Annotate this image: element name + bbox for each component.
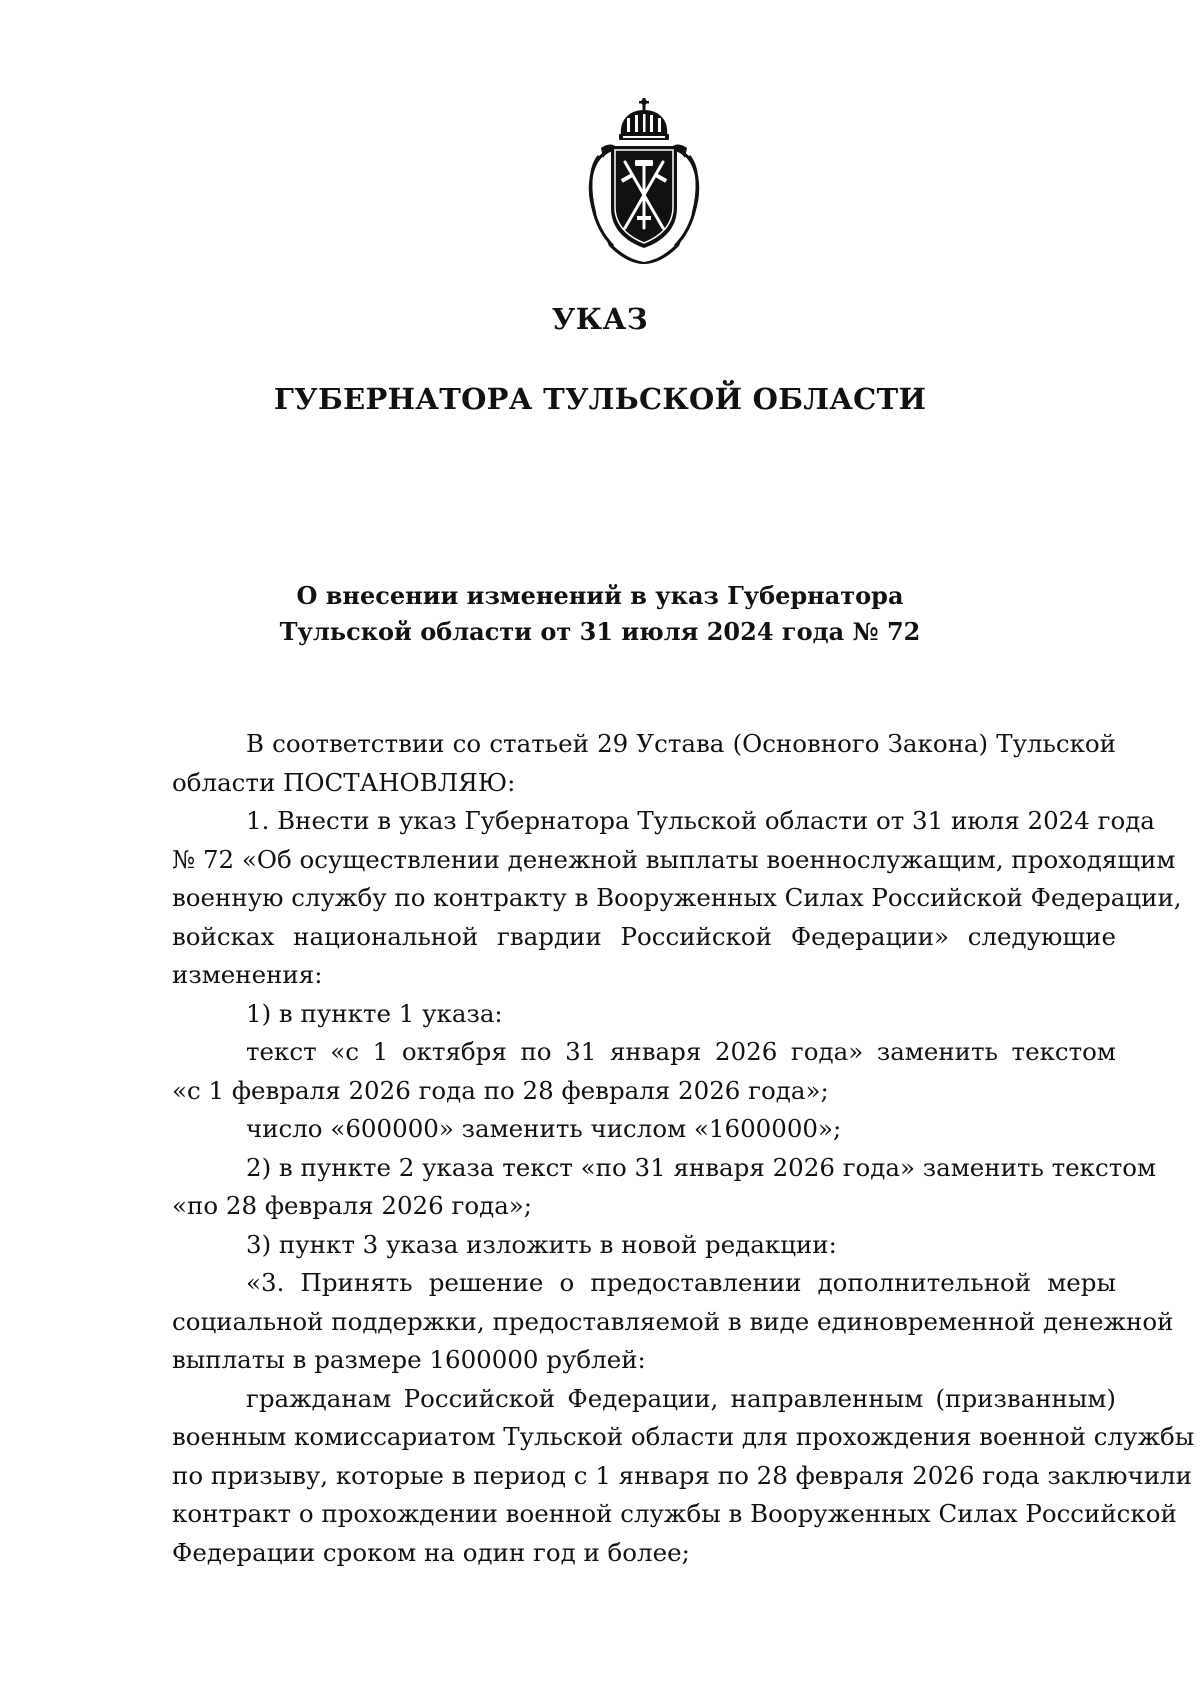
document-subject xyxy=(0,578,1200,650)
body-line: военную службу по контракту в Вооруженных Силах Российской Федерации, xyxy=(172,883,1182,912)
body-line: социальной поддержки, предоставляемой в виде единовременной денежной xyxy=(172,1306,1174,1336)
body-line: изменения: xyxy=(172,960,323,989)
body-line: войсках национальной гвардии Российской Федерации» следующие xyxy=(172,921,1116,951)
body-line: гражданам Российской Федерации, направленным (призванным) xyxy=(246,1383,1116,1413)
tula-coat-of-arms-icon xyxy=(583,96,705,266)
body-line: 2) в пункте 2 указа текст «по 31 января 2026 года» заменить текстом xyxy=(246,1152,1157,1182)
body-line: 1) в пункте 1 указа: xyxy=(246,998,503,1028)
body-line: «с 1 февраля 2026 года по 28 февраля 2026 года»; xyxy=(172,1075,829,1105)
body-line: № 72 «Об осуществлении денежной выплаты военнослужащим, проходящим xyxy=(172,844,1176,874)
body-line: выплаты в размере 1600000 рублей: xyxy=(172,1345,646,1374)
body-line: Федерации сроком на один год и более; xyxy=(172,1537,690,1567)
body-line: 1. Внести в указ Губернатора Тульской области от 31 июля 2024 года xyxy=(246,806,1155,835)
document-issuer-title: ГУБЕРНАТОРА ТУЛЬСКОЙ ОБЛАСТИ xyxy=(273,382,927,416)
body-line: области ПОСТАНОВЛЯЮ: xyxy=(172,767,516,797)
subject-line: О внесении изменений в указ Губернатора xyxy=(296,581,904,610)
document-type-title: УКАЗ xyxy=(551,302,649,336)
body-line: контракт о прохождении военной службы в Вооруженных Силах Российской xyxy=(172,1499,1177,1528)
body-line: военным комиссариатом Тульской области для прохождения военной службы xyxy=(172,1422,1195,1451)
body-line: текст «с 1 октября по 31 января 2026 года» заменить текстом xyxy=(246,1037,1116,1066)
body-line: 3) пункт 3 указа изложить в новой редакции: xyxy=(246,1229,837,1259)
body-line: «3. Принять решение о предоставлении дополнительной меры xyxy=(246,1268,1116,1297)
body-line: В соответствии со статьей 29 Устава (Основного Закона) Тульской xyxy=(246,729,1116,758)
document-body xyxy=(172,725,1195,1572)
subject-line: Тульской области от 31 июля 2024 года № 72 xyxy=(279,617,921,646)
body-line: по призыву, которые в период с 1 января по 28 февраля 2026 года заключили xyxy=(172,1460,1192,1490)
body-line: число «600000» заменить числом «1600000»; xyxy=(246,1114,842,1143)
body-line: «по 28 февраля 2026 года»; xyxy=(172,1191,533,1220)
